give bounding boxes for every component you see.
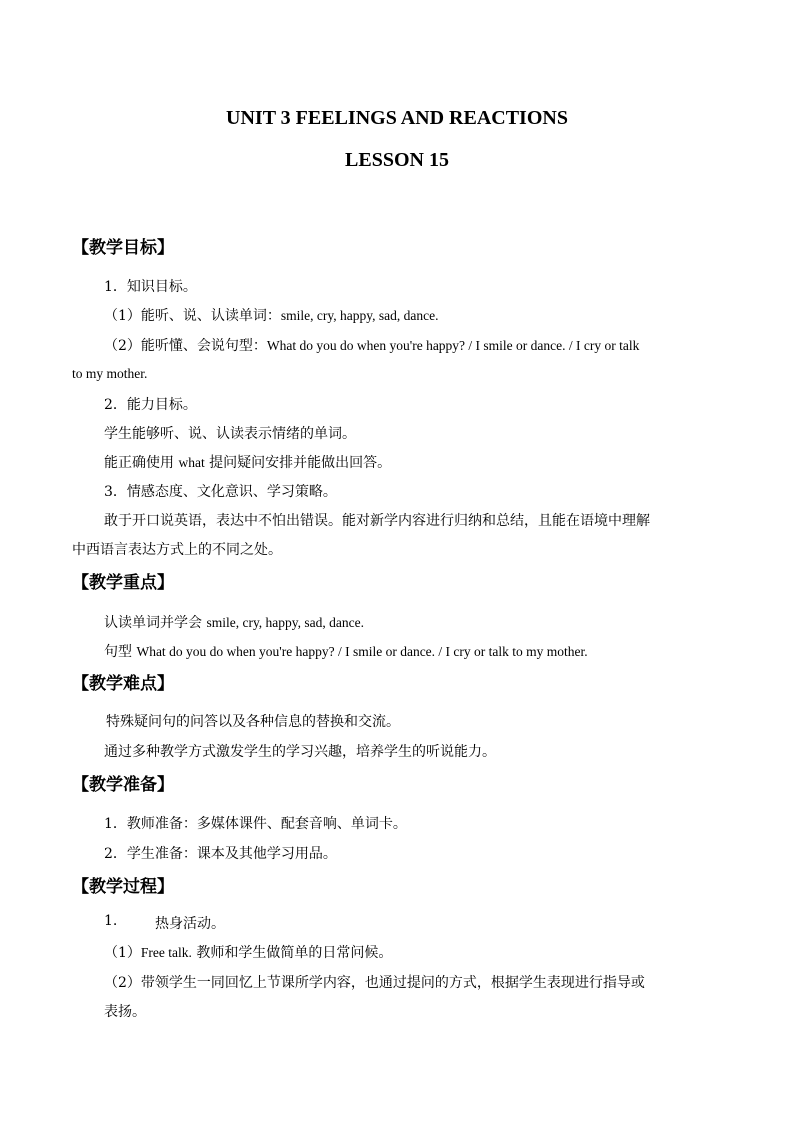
heading-difficulties: 【教学难点】 [72,674,174,694]
keypoint-2 [104,641,588,661]
objective-1b-sentence: What do you do when you're happy? / I smile or dance. / I cry or talk [266,338,640,353]
process-step-1b: （2）带领学生一同回忆上节课所学内容，也通过提问的方式，根据学生表现进行指导或 [104,975,645,991]
process-step-1-num: 1. [104,913,118,929]
objective-2b-pre: 能正确使用 [104,455,179,471]
process-step-1b-continued: 表扬。 [104,1004,146,1020]
objective-1b-prefix: （2）能听懂、会说句型： [104,338,267,354]
heading-process: 【教学过程】 [72,877,174,897]
objective-3a: 敢于开口说英语，表达中不怕出错误。能对新学内容进行归纳和总结，且能在语境中理解 [104,513,650,529]
process-step-1a-prefix: （1） [104,945,141,961]
process-step-1a-en: Free talk. [140,945,192,960]
objective-3: 3．情感态度、文化意识、学习策略。 [104,484,337,500]
keypoint-1-words: smile, cry, happy, sad, dance. [206,615,365,630]
heading-preparation: 【教学准备】 [72,775,174,795]
difficulty-2: 通过多种教学方式激发学生的学习兴趣，培养学生的听说能力。 [104,744,496,760]
objective-1a-prefix: （1）能听、说、认读单词： [104,308,281,324]
unit-title: UNIT 3 FEELINGS AND REACTIONS [226,107,568,129]
heading-keypoints: 【教学重点】 [72,573,174,593]
objective-1a-words: smile, cry, happy, sad, dance. [280,308,439,323]
objective-2a: 学生能够听、说、认读表示情绪的单词。 [104,426,356,442]
objective-1b-continued: to my mother. [72,366,148,381]
objective-1: 1．知识目标。 [104,279,197,295]
objective-2: 2．能力目标。 [104,397,197,413]
keypoint-2-pre: 句型 [104,644,137,660]
keypoint-1-pre: 认读单词并学会 [104,615,207,631]
process-step-1-label: 热身活动。 [155,916,225,932]
objective-1a [104,305,439,325]
objective-1b [104,335,639,355]
objective-2b-word: what [178,455,205,470]
objective-2b [104,452,391,472]
heading-objectives: 【教学目标】 [72,238,174,258]
process-step-1a-zh: 教师和学生做简单的日常问候。 [191,945,393,961]
process-step-1a [104,942,392,962]
difficulty-1: 特殊疑问句的问答以及各种信息的替换和交流。 [106,714,400,730]
lesson-title: LESSON 15 [345,149,449,171]
objective-3b: 中西语言表达方式上的不同之处。 [72,542,282,558]
preparation-2: 2．学生准备：课本及其他学习用品。 [104,846,337,862]
preparation-1: 1．教师准备：多媒体课件、配套音响、单词卡。 [104,816,407,832]
keypoint-1 [104,612,364,632]
objective-2b-post: 提问疑问安排并能做出回答。 [204,455,392,471]
keypoint-2-sentence: What do you do when you're happy? / I smile or dance. / I cry or talk to my mother. [136,644,588,659]
